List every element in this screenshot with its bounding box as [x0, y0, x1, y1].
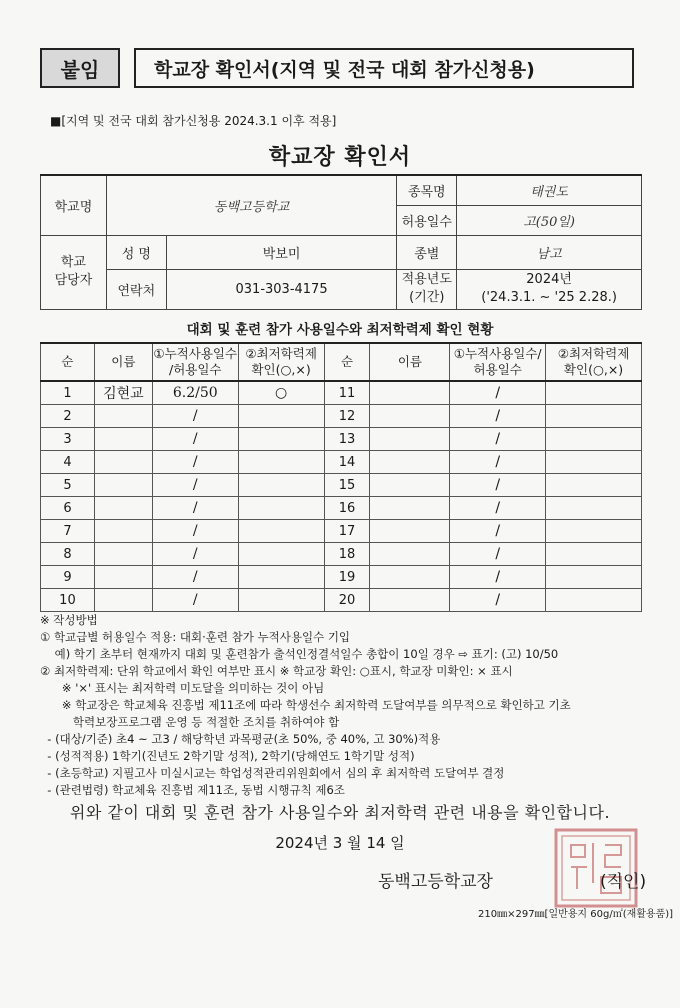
table-cell-check [546, 474, 642, 497]
table-cell-n: 8 [41, 543, 95, 566]
instruction-line: - (초등학교) 지필고사 미실시교는 학업성적관리위원회에서 심의 후 최저학력 도달여부 결정 [40, 766, 505, 780]
table-cell-name [94, 589, 152, 612]
table-cell-days: / [152, 520, 238, 543]
table-cell-days: / [450, 566, 546, 589]
table-cell-days: / [450, 474, 546, 497]
table-cell-check [238, 589, 324, 612]
year-label [397, 269, 457, 309]
table-cell-days: / [152, 428, 238, 451]
table-cell-check [238, 405, 324, 428]
confirm-statement: 위와 같이 대회 및 훈련 참가 사용일수와 최저학력 관련 내용을 확인합니다. [69, 803, 611, 822]
table-cell-name [370, 405, 450, 428]
table-cell-n: 2 [41, 405, 95, 428]
gender-value: 남고 [457, 235, 642, 269]
table-cell-check [546, 589, 642, 612]
table-cell-name [94, 451, 152, 474]
table-cell-name [94, 405, 152, 428]
table-cell-n: 10 [41, 589, 95, 612]
table-cell-name [94, 520, 152, 543]
col-header: 이름 [370, 343, 450, 381]
year-value [457, 269, 642, 309]
name-label: 성 명 [106, 235, 166, 269]
table-cell-n: 20 [324, 589, 370, 612]
table-cell-check [546, 520, 642, 543]
paper-spec: 210㎜×297㎜[일반용지 60g/㎡(재활용품)] [478, 909, 674, 920]
table-cell-days: / [450, 520, 546, 543]
table-cell-check [546, 543, 642, 566]
table-cell-days: / [152, 405, 238, 428]
table-cell-name [370, 566, 450, 589]
table-cell-n: 7 [41, 520, 95, 543]
issue-date: 2024년 3 월 14 일 [275, 834, 405, 852]
table-cell-name [370, 497, 450, 520]
school-head: 동백고등학교장 [378, 872, 493, 892]
table-cell-name [94, 566, 152, 589]
applied-note: ■[지역 및 전국 대회 참가신청용 2024.3.1 이후 적용] [50, 114, 337, 128]
table-cell-days: / [152, 543, 238, 566]
instruction-line: ① 학교급별 허용일수 적용: 대회·훈련 참가 누적사용일수 기입 [40, 630, 351, 644]
table-cell-name [370, 451, 450, 474]
table-cell-check [546, 381, 642, 405]
table-cell-n: 19 [324, 566, 370, 589]
instruction-line: ※ 학교장은 학교체육 진흥법 제11조에 따라 학생선수 최저학력 도달여부를 의무적으로 확인하고 기초 [40, 698, 571, 712]
table-cell-name [370, 543, 450, 566]
instruction-line: 예) 학기 초부터 현재까지 대회 및 훈련참가 출석인정결석일수 총합이 10일 경우 ⇨ 표기: (고) 10/50 [40, 647, 559, 661]
table-cell-name [370, 474, 450, 497]
col-header: ②최저학력제 확인(○,×) [238, 343, 324, 381]
table-cell-n: 15 [324, 474, 370, 497]
table-cell-n: 13 [324, 428, 370, 451]
contact-value: 031-303-4175 [166, 269, 397, 309]
table-row [41, 405, 642, 428]
attachment-header [40, 48, 636, 90]
header-title: 학교장 확인서(지역 및 전국 대회 참가신청용) [134, 48, 634, 88]
table-cell-days: / [450, 589, 546, 612]
table-cell-days: / [450, 451, 546, 474]
table-cell-days: / [450, 497, 546, 520]
table-row [41, 474, 642, 497]
table-cell-n: 17 [324, 520, 370, 543]
table-cell-check [238, 520, 324, 543]
table-cell-name: 김현교 [94, 381, 152, 405]
instruction-line: - (대상/기준) 초4 ~ 고3 / 해당학년 과목평균(초 50%, 중 40%, 고 30%)적용 [40, 732, 441, 746]
table-cell-name [94, 497, 152, 520]
status-table-header [41, 343, 642, 381]
table-cell-name [370, 428, 450, 451]
table-cell-check [238, 543, 324, 566]
instruction-line: ※ 작성방법 [40, 613, 98, 627]
table-row [41, 381, 642, 405]
table-row [41, 589, 642, 612]
table-cell-days: / [152, 474, 238, 497]
table-cell-n: 16 [324, 497, 370, 520]
table-cell-days: 6.2/50 [152, 381, 238, 405]
table-row [41, 428, 642, 451]
table-cell-n: 18 [324, 543, 370, 566]
table-cell-name [94, 543, 152, 566]
table-cell-name [370, 589, 450, 612]
col-header: ①누적사용일수 /허용일수 [152, 343, 238, 381]
table-cell-check [546, 566, 642, 589]
table-cell-check [546, 497, 642, 520]
table-cell-check [238, 474, 324, 497]
table-cell-check [546, 451, 642, 474]
school-value: 동백고등학교 [106, 175, 396, 235]
gender-label: 종별 [397, 235, 457, 269]
status-title: 대회 및 훈련 참가 사용일수와 최저학력제 확인 현황 [186, 322, 494, 338]
table-cell-n: 14 [324, 451, 370, 474]
col-header: 순 [41, 343, 95, 381]
instruction-line: ② 최저학력제: 단위 학교에서 확인 여부만 표시 ※ 학교장 확인: ○표시, 학교장 미확인: × 표시 [40, 664, 513, 678]
school-label: 학교명 [41, 175, 107, 235]
event-value: 태권도 [457, 175, 642, 205]
table-cell-n: 3 [41, 428, 95, 451]
table-cell-days: / [152, 497, 238, 520]
days-value: 고(50일) [457, 205, 642, 235]
table-cell-n: 9 [41, 566, 95, 589]
col-header: 순 [324, 343, 370, 381]
table-cell-check: ○ [238, 381, 324, 405]
col-header: 이름 [94, 343, 152, 381]
teacher-label: 학교 담당자 [41, 235, 107, 309]
status-table [40, 342, 642, 612]
table-cell-days: / [450, 543, 546, 566]
table-cell-check [238, 497, 324, 520]
table-cell-n: 12 [324, 405, 370, 428]
col-header: ①누적사용일수/ 허용일수 [450, 343, 546, 381]
table-cell-name [370, 381, 450, 405]
year-value-line1: 2024년 [526, 272, 572, 287]
instruction-line: 학력보장프로그램 운영 등 적절한 조치를 취하여야 함 [40, 715, 340, 729]
table-cell-check [238, 451, 324, 474]
table-cell-n: 1 [41, 381, 95, 405]
table-row [41, 451, 642, 474]
year-value-line2: ('24.3.1. ~ '25 2.28.) [481, 290, 617, 305]
table-cell-check [238, 428, 324, 451]
table-cell-days: / [450, 428, 546, 451]
table-cell-check [238, 566, 324, 589]
table-row [41, 520, 642, 543]
seal-label: (직인) [600, 872, 647, 892]
info-table [40, 174, 642, 310]
table-cell-n: 11 [324, 381, 370, 405]
name-value: 박보미 [166, 235, 397, 269]
contact-label: 연락처 [106, 269, 166, 309]
table-cell-check [546, 428, 642, 451]
table-cell-days: / [450, 381, 546, 405]
table-cell-days: / [152, 451, 238, 474]
event-label: 종목명 [397, 175, 457, 205]
table-row [41, 543, 642, 566]
days-label: 허용일수 [397, 205, 457, 235]
year-label-line2: (기간) [409, 290, 445, 305]
table-cell-days: / [152, 566, 238, 589]
table-cell-n: 5 [41, 474, 95, 497]
table-cell-name [94, 428, 152, 451]
col-header: ②최저학력제 확인(○,×) [546, 343, 642, 381]
instruction-line: - (관련법령) 학교체육 진흥법 제11조, 동법 시행규칙 제6조 [40, 783, 345, 797]
table-row [41, 566, 642, 589]
table-cell-days: / [152, 589, 238, 612]
table-cell-name [94, 474, 152, 497]
document-title: 학교장 확인서 [268, 145, 412, 170]
year-label-line1: 적용년도 [401, 272, 452, 287]
table-row [41, 497, 642, 520]
table-cell-check [546, 405, 642, 428]
table-cell-n: 6 [41, 497, 95, 520]
instructions [40, 612, 660, 799]
table-cell-n: 4 [41, 451, 95, 474]
table-cell-name [370, 520, 450, 543]
instruction-line: ※ '×' 표시는 최저학력 미도달을 의미하는 것이 아님 [40, 681, 325, 695]
attachment-tag: 붙임 [40, 48, 120, 88]
instruction-line: - (성적적용) 1학기(진년도 2학기말 성적), 2학기(당해연도 1학기말 성적) [40, 749, 415, 763]
table-cell-days: / [450, 405, 546, 428]
